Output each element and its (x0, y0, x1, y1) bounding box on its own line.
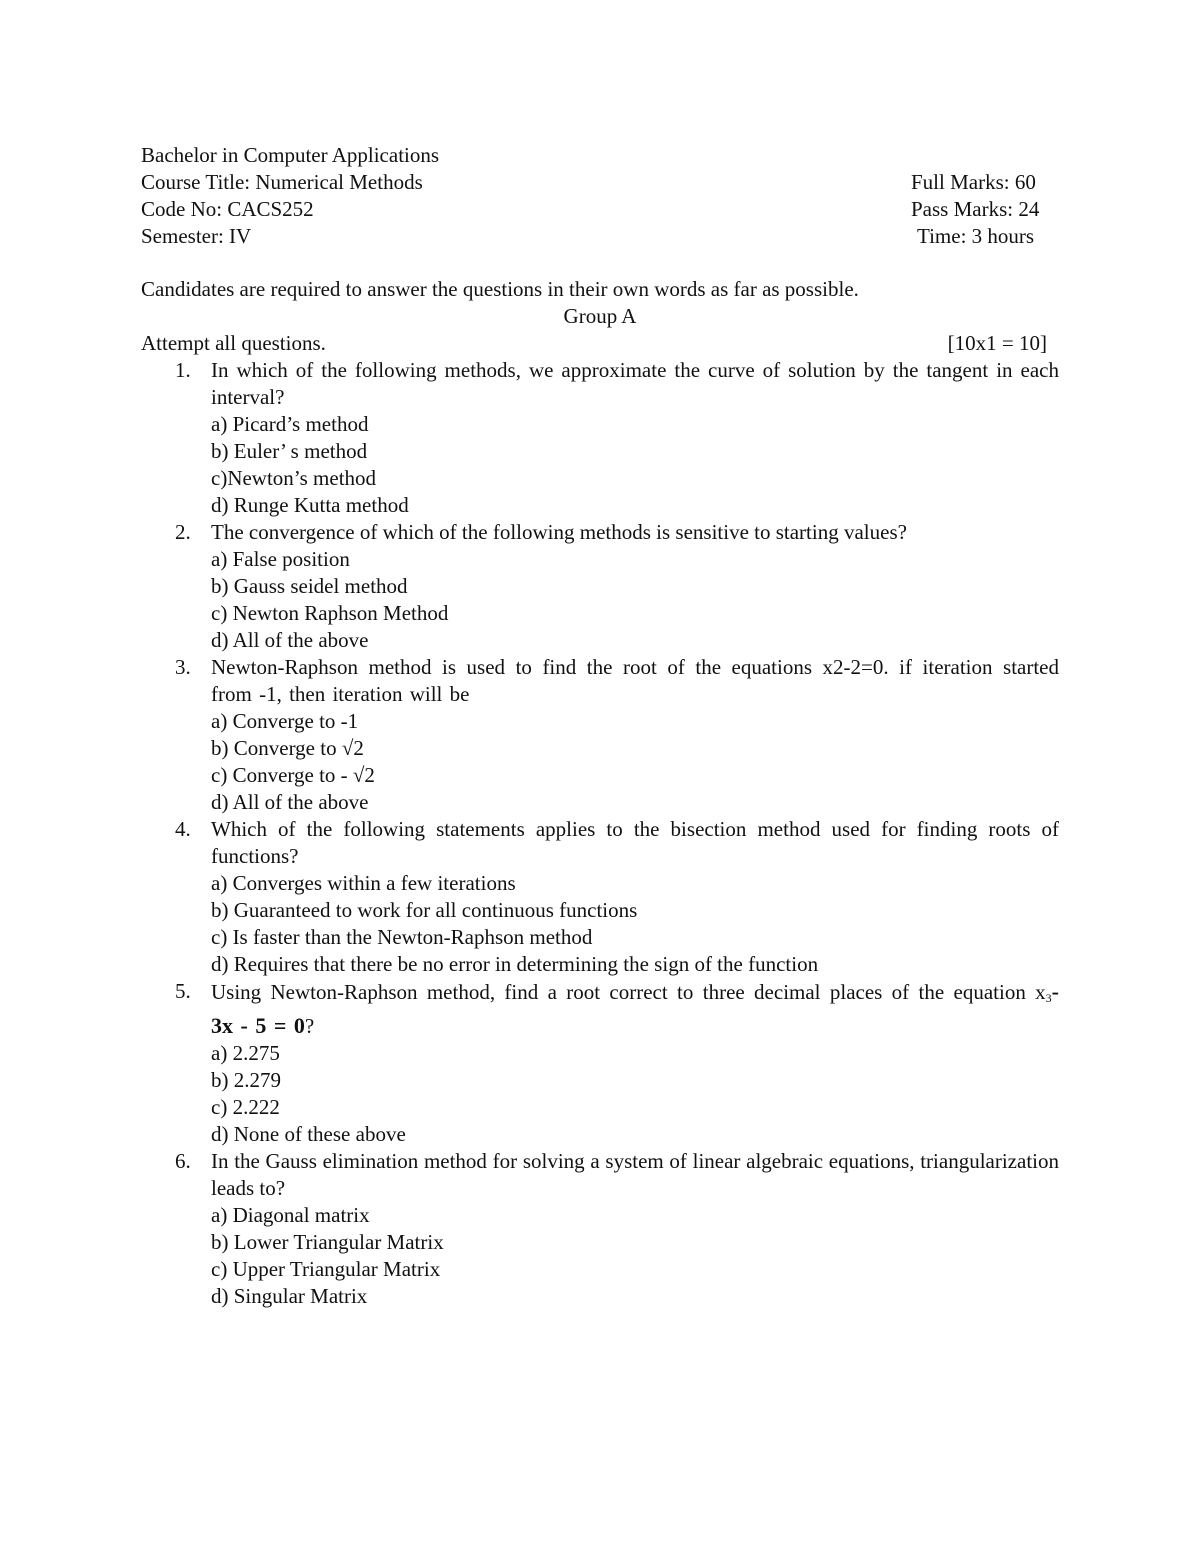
question-text-main: Using Newton-Raphson method, find a root correct to three decimal places of the equation x (211, 980, 1046, 1004)
option-b: b) 2.279 (211, 1068, 281, 1092)
question-text (211, 978, 1059, 1040)
attempt-text: Attempt all questions. (141, 331, 326, 355)
option-a: a) Diagonal matrix (211, 1203, 370, 1227)
section-marks: [10x1 = 10] (947, 331, 1047, 355)
question-number: 5. (175, 979, 191, 1003)
option-d: d) All of the above (211, 790, 369, 814)
question-text: In which of the following methods, we approximate the curve of solution by the tangent in each interval? (211, 358, 1059, 409)
pass-marks: Pass Marks: 24 (911, 197, 1040, 221)
question-text: In the Gauss elimination method for solving a system of linear algebraic equations, triangularization leads to? (211, 1149, 1059, 1200)
option-a: a) 2.275 (211, 1041, 280, 1065)
option-b: b) Guaranteed to work for all continuous functions (211, 898, 638, 922)
question-text: The convergence of which of the following methods is sensitive to starting values? (211, 520, 907, 544)
option-a: a) False position (211, 547, 350, 571)
attempt-row (141, 330, 1059, 357)
question-number: 2. (175, 520, 191, 544)
question-number: 4. (175, 817, 191, 841)
option-a: a) Picard’s method (211, 412, 369, 436)
option-b: b) Euler’ s method (211, 439, 368, 463)
question-4 (141, 816, 1059, 978)
option-c: c) Newton Raphson Method (211, 601, 449, 625)
option-b: b) Lower Triangular Matrix (211, 1230, 444, 1254)
option-c: c) 2.222 (211, 1095, 280, 1119)
question-number: 3. (175, 655, 191, 679)
semester: Semester: IV (141, 224, 252, 248)
option-d: d) All of the above (211, 628, 369, 652)
option-c: c) Upper Triangular Matrix (211, 1257, 441, 1281)
question-mark: ? (304, 1014, 315, 1038)
question-number: 1. (175, 358, 191, 382)
program-name: Bachelor in Computer Applications (141, 143, 440, 167)
header-row-semester (141, 223, 1059, 250)
code-no: Code No: CACS252 (141, 197, 314, 221)
option-c: c) Converge to - √2 (211, 763, 375, 787)
full-marks: Full Marks: 60 (911, 170, 1036, 194)
question-2 (141, 519, 1059, 654)
option-d: d) Runge Kutta method (211, 493, 409, 517)
exam-paper (141, 142, 1059, 1310)
header-row-code (141, 196, 1059, 223)
question-6 (141, 1148, 1059, 1310)
option-b: b) Converge to √2 (211, 736, 364, 760)
exponent: 3 (1045, 991, 1052, 1005)
option-c: c) Is faster than the Newton-Raphson method (211, 925, 593, 949)
question-text: Which of the following statements applies to the bisection method used for finding roots of functions? (211, 817, 1059, 868)
time: Time: 3 hours (917, 224, 1035, 248)
option-b: b) Gauss seidel method (211, 574, 408, 598)
question-list (141, 357, 1059, 1310)
question-text: Newton-Raphson method is used to find the root of the equations x2-2=0. if iteration started from -1, then iteration will be (211, 655, 1059, 706)
instructions: Candidates are required to answer the questions in their own words as far as possible. (141, 277, 859, 301)
option-a: a) Converge to -1 (211, 709, 359, 733)
question-5 (141, 978, 1059, 1148)
option-d: d) Singular Matrix (211, 1284, 368, 1308)
group-heading: Group A (563, 304, 637, 328)
option-c: c)Newton’s method (211, 466, 377, 490)
option-a: a) Converges within a few iterations (211, 871, 516, 895)
option-d: d) Requires that there be no error in determining the sign of the function (211, 952, 819, 976)
equation: - 3x - 5 = 0 (211, 979, 1059, 1038)
course-title: Course Title: Numerical Methods (141, 170, 423, 194)
option-d: d) None of these above (211, 1122, 406, 1146)
header-row-course (141, 169, 1059, 196)
question-3 (141, 654, 1059, 816)
question-1 (141, 357, 1059, 519)
question-number: 6. (175, 1149, 191, 1173)
